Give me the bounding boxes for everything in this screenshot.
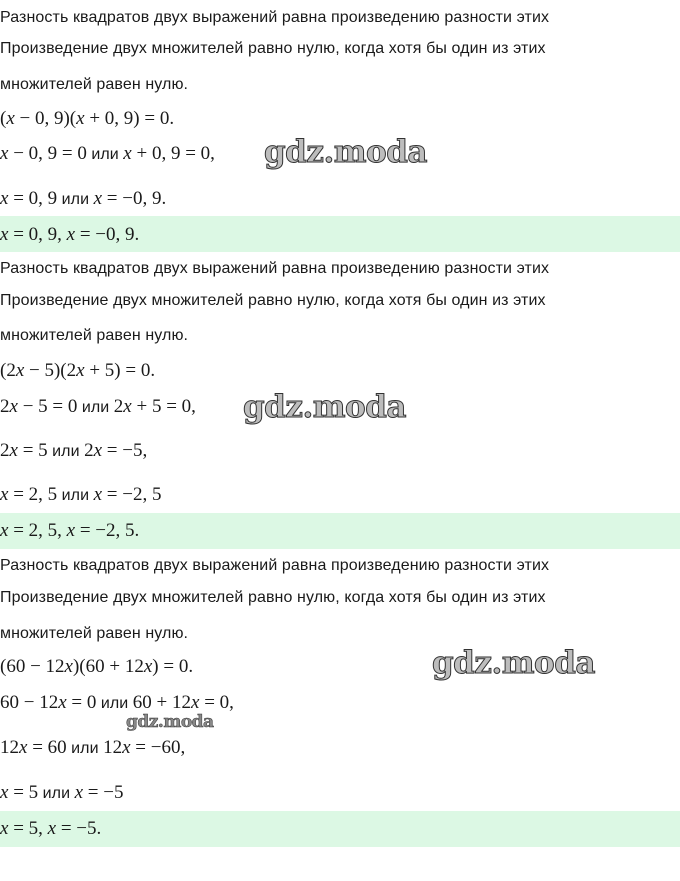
- watermark-logo: gdz.moda: [264, 134, 427, 170]
- rule-text-3: множителей равен нулю.: [0, 625, 189, 642]
- equation-part: x = −5: [74, 782, 124, 803]
- rule-text-1: Разность квадратов двух выражений равна произведению разности этих: [0, 557, 550, 574]
- or-word: или: [52, 443, 80, 460]
- rule-text-2: Произведение двух множителей равно нулю, когда хотя бы один из этих: [0, 589, 546, 606]
- equation-part: x + 0, 9 = 0,: [123, 143, 215, 164]
- equation-part: x = −0, 9.: [93, 188, 167, 209]
- rule-text-2: Произведение двух множителей равно нулю, когда хотя бы один из этих: [0, 292, 546, 309]
- solution-line: [0, 782, 123, 804]
- or-word: или: [71, 740, 99, 757]
- rule-text-3: множителей равен нулю.: [0, 327, 189, 344]
- or-word: или: [42, 785, 71, 802]
- rule-text-3: множителей равен нулю.: [0, 76, 189, 93]
- split-equation: [0, 692, 234, 714]
- equation-part: x = −2, 5: [93, 484, 162, 505]
- equation-part: x = 0, 9: [0, 188, 58, 209]
- answer-highlight: [0, 811, 680, 847]
- equation-part: x = 2, 5: [0, 484, 58, 505]
- factored-equation: (60 − 12x)(60 + 12x) = 0.: [0, 656, 194, 677]
- rule-text-1: Разность квадратов двух выражений равна произведению разности этих: [0, 260, 550, 277]
- intermediate-line: [0, 737, 185, 759]
- or-word: или: [100, 695, 129, 712]
- factored-equation: (2x − 5)(2x + 5) = 0.: [0, 360, 156, 381]
- equation-part: 2x = 5: [0, 440, 48, 461]
- factored-equation: (x − 0, 9)(x + 0, 9) = 0.: [0, 108, 175, 129]
- equation-part: 2x − 5 = 0: [0, 396, 78, 417]
- solution-line: [0, 484, 161, 506]
- equation-part: 12x = 60: [0, 737, 67, 758]
- equation-part: x − 0, 9 = 0: [0, 143, 87, 164]
- rule-text-2: Произведение двух множителей равно нулю, когда хотя бы один из этих: [0, 40, 546, 57]
- or-word: или: [61, 191, 90, 208]
- watermark-logo: gdz.moda: [432, 645, 595, 681]
- answer-line: x = 0, 9, x = −0, 9.: [0, 224, 140, 245]
- equation-part: 60 + 12x = 0,: [132, 692, 234, 713]
- answer-line: x = 2, 5, x = −2, 5.: [0, 520, 140, 541]
- answer-line: x = 5, x = −5.: [0, 818, 102, 839]
- equation-part: 12x = −60,: [103, 737, 186, 758]
- or-word: или: [61, 487, 90, 504]
- equation-part: 60 − 12x = 0: [0, 692, 97, 713]
- watermark-logo: gdz.moda: [126, 712, 214, 732]
- or-word: или: [81, 399, 110, 416]
- solution-line: [0, 188, 166, 210]
- watermark-logo: gdz.moda: [243, 389, 406, 425]
- or-word: или: [91, 146, 119, 163]
- equation-part: 2x = −5,: [84, 440, 148, 461]
- equation-part: x = 5: [0, 782, 39, 803]
- rule-text-1: Разность квадратов двух выражений равна произведению разности этих: [0, 9, 550, 26]
- equation-part: 2x + 5 = 0,: [113, 396, 196, 417]
- split-equation: [0, 143, 215, 165]
- intermediate-line: [0, 440, 147, 462]
- split-equation: [0, 396, 196, 418]
